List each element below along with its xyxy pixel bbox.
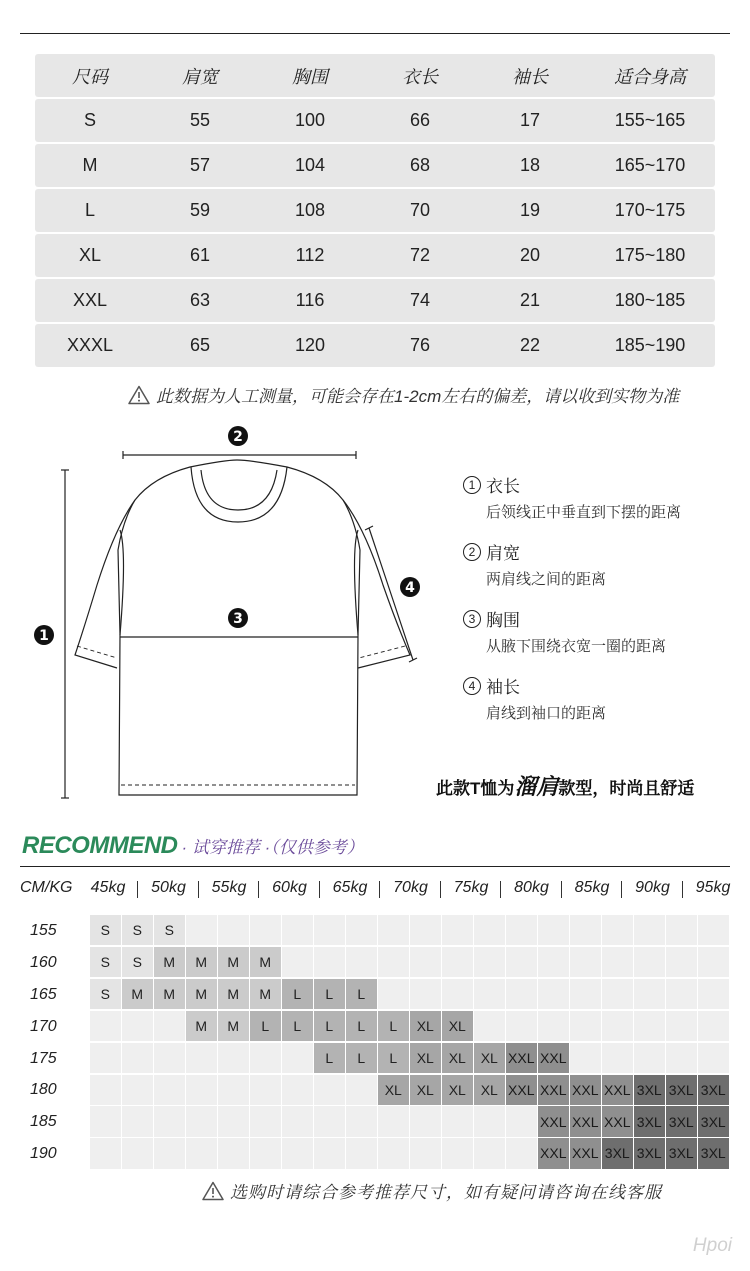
table-cell: 59: [189, 200, 211, 220]
marker-4: [400, 577, 420, 597]
grid-cell: M: [250, 947, 281, 977]
legend-item: [463, 539, 723, 589]
table-cell: 72: [409, 245, 431, 265]
table-cell: 100: [294, 110, 326, 130]
grid-cell: [154, 1138, 185, 1168]
height-label: 155: [30, 922, 57, 939]
grid-cell: [250, 1106, 281, 1136]
size-table: [35, 54, 715, 369]
grid-cell: [442, 915, 473, 945]
grid-cell: L: [378, 1043, 409, 1073]
grid-cell: XL: [442, 1043, 473, 1073]
grid-cell: XXL: [602, 1106, 633, 1136]
grid-cell: [698, 915, 729, 945]
grid-cell: [634, 1011, 665, 1041]
grid-cell: [218, 1043, 249, 1073]
right-sleeve-seam: [355, 530, 359, 635]
grid-cell: [282, 1075, 313, 1105]
legend-title: 胸围: [486, 611, 520, 630]
marker-1: [34, 625, 54, 645]
recommend-header: [22, 832, 364, 860]
table-cell: 70: [409, 200, 431, 220]
table-row: [35, 189, 715, 232]
header-cell: 衣长: [402, 66, 438, 87]
weight-label: 60kg: [272, 879, 307, 896]
grid-cell: M: [250, 979, 281, 1009]
grid-cell: [90, 1043, 121, 1073]
grid-cell: [602, 947, 633, 977]
grid-cell: [218, 1138, 249, 1168]
table-cell: 55: [189, 110, 211, 130]
header-cell: 尺码: [72, 66, 108, 87]
legend-description: 后领线正中垂直到下摆的距离: [486, 504, 682, 521]
grid-cell: [570, 1043, 601, 1073]
grid-cell: [410, 1106, 441, 1136]
grid-cell: [442, 1106, 473, 1136]
table-cell: S: [83, 110, 96, 130]
grid-cell: [666, 1011, 697, 1041]
grid-cell: [410, 947, 441, 977]
brand-watermark: Hpoi: [692, 1235, 732, 1256]
grid-cell: [538, 1011, 569, 1041]
height-label: 185: [30, 1113, 57, 1131]
legend-description: 从腋下围绕衣宽一圈的距离: [486, 638, 667, 655]
grid-cell: 3XL: [698, 1106, 729, 1136]
legend-description: 肩线到袖口的距离: [486, 705, 607, 722]
table-cell: 17: [519, 110, 541, 130]
size-table-header: [35, 54, 715, 97]
grid-cell: [570, 1011, 601, 1041]
grid-cell: [186, 1043, 217, 1073]
table-cell: XL: [78, 245, 102, 265]
grid-cell: [122, 1011, 153, 1041]
grid-cell: XL: [474, 1075, 505, 1105]
table-cell: 175~180: [614, 245, 686, 265]
table-row: [35, 99, 715, 142]
grid-cell: [154, 1043, 185, 1073]
weight-label: 55kg: [211, 879, 247, 896]
grid-cell: [346, 947, 377, 977]
recommend-subtitle: · 试穿推荐 ·（仅供参考）: [181, 838, 364, 857]
grid-cell: [218, 1106, 249, 1136]
table-cell: 63: [189, 290, 211, 310]
grid-cell: [378, 915, 409, 945]
legend-item: [463, 472, 723, 522]
grid-cell: [282, 1106, 313, 1136]
table-cell: XXL: [72, 290, 108, 310]
legend-number: 2: [463, 543, 481, 561]
grid-cell: 3XL: [666, 1138, 697, 1168]
grid-cell: [250, 1138, 281, 1168]
table-cell: 170~175: [614, 200, 686, 220]
grid-cell: [570, 947, 601, 977]
grid-cell: XXL: [602, 1075, 633, 1105]
grid-cell: 3XL: [698, 1138, 729, 1168]
grid-cell: XXL: [570, 1106, 601, 1136]
grid-cell: M: [122, 979, 153, 1009]
recommend-divider: [20, 866, 730, 867]
legend-number: 4: [463, 677, 481, 695]
recommend-title: RECOMMEND: [22, 832, 178, 859]
table-row: [35, 279, 715, 322]
height-label: 165: [30, 985, 57, 1003]
weight-label: 50kg: [151, 879, 186, 896]
grid-cell: [538, 947, 569, 977]
grid-cell: [378, 979, 409, 1009]
grid-cell: [378, 1106, 409, 1136]
grid-cell: [474, 1106, 505, 1136]
grid-cell: [282, 1043, 313, 1073]
table-cell: L: [84, 200, 95, 220]
header-cell: 袖长: [512, 66, 548, 87]
height-label: 180: [30, 1081, 57, 1099]
grid-cell: 3XL: [634, 1138, 665, 1168]
grid-cell: [90, 1011, 121, 1041]
grid-cell: [154, 1011, 185, 1041]
grid-cell: [250, 1043, 281, 1073]
grid-cell: 3XL: [698, 1075, 729, 1105]
header-cell: 胸围: [292, 66, 328, 87]
grid-cell: S: [154, 915, 185, 945]
grid-cell: L: [346, 979, 377, 1009]
grid-cell: [602, 979, 633, 1009]
grid-cell: M: [154, 947, 185, 977]
grid-cell: [506, 947, 537, 977]
grid-cell: [186, 1106, 217, 1136]
grid-cell: [154, 1075, 185, 1105]
top-divider: [20, 33, 730, 34]
fit-note-emphasis: 溜肩: [514, 774, 559, 799]
grid-cell: L: [314, 979, 345, 1009]
weight-label: 85kg: [574, 879, 610, 896]
grid-cell: [442, 947, 473, 977]
header-cell: 适合身高: [614, 66, 686, 87]
grid-cell: XXL: [506, 1075, 537, 1105]
table-cell: 108: [294, 200, 326, 220]
weight-header-row: [20, 879, 732, 901]
grid-cell: L: [250, 1011, 281, 1041]
marker-label: 4: [405, 580, 415, 596]
grid-cell: [538, 915, 569, 945]
grid-cell: [122, 1043, 153, 1073]
table-cell: 19: [519, 200, 541, 220]
grid-cell: XXL: [538, 1138, 569, 1168]
grid-cell: XXL: [570, 1075, 601, 1105]
legend-title: 肩宽: [486, 544, 520, 563]
grid-cell: [666, 1043, 697, 1073]
grid-cell: XL: [442, 1011, 473, 1041]
table-cell: XXXL: [66, 335, 114, 355]
grid-cell: [698, 1043, 729, 1073]
grid-cell: XXL: [570, 1138, 601, 1168]
grid-cell: [666, 979, 697, 1009]
fit-note: [436, 770, 694, 801]
marker-label: 1: [39, 628, 49, 644]
grid-cell: [90, 1106, 121, 1136]
grid-cell: [282, 915, 313, 945]
grid-cell: [90, 1138, 121, 1168]
grid-cell: 3XL: [666, 1075, 697, 1105]
left-sleeve-seam: [120, 530, 124, 635]
marker-label: 3: [233, 611, 243, 627]
grid-cell: [314, 915, 345, 945]
grid-cell: M: [186, 1011, 217, 1041]
grid-cell: [378, 1138, 409, 1168]
right-sleeve: [343, 500, 410, 668]
table-cell: 185~190: [614, 335, 686, 355]
grid-cell: XXL: [506, 1043, 537, 1073]
weight-label: 95kg: [695, 879, 731, 896]
grid-cell: [442, 979, 473, 1009]
grid-cell: [634, 915, 665, 945]
table-cell: 65: [189, 335, 211, 355]
table-cell: 20: [519, 245, 541, 265]
grid-cell: [506, 979, 537, 1009]
grid-cell: L: [282, 1011, 313, 1041]
grid-cell: [634, 1043, 665, 1073]
grid-cell: L: [314, 1043, 345, 1073]
grid-cell: [570, 979, 601, 1009]
table-cell: 74: [409, 290, 431, 310]
height-label: 175: [30, 1049, 57, 1067]
grid-cell: L: [282, 979, 313, 1009]
grid-cell: 3XL: [634, 1106, 665, 1136]
grid-cell: [634, 947, 665, 977]
grid-cell: L: [346, 1011, 377, 1041]
grid-cell: M: [218, 1011, 249, 1041]
grid-cell: XXL: [538, 1043, 569, 1073]
grid-cell: [602, 1011, 633, 1041]
grid-cell: [698, 979, 729, 1009]
grid-cell: [410, 979, 441, 1009]
grid-cell: [666, 947, 697, 977]
grid-cell: [314, 1138, 345, 1168]
grid-cell: S: [90, 979, 121, 1009]
table-cell: 61: [189, 245, 211, 265]
grid-cell: M: [218, 979, 249, 1009]
grid-cell: 3XL: [602, 1138, 633, 1168]
warning-icon: [202, 1181, 224, 1201]
grid-cell: XL: [442, 1075, 473, 1105]
grid-cell: [314, 1106, 345, 1136]
table-cell: 155~165: [614, 110, 686, 130]
grid-cell: [698, 947, 729, 977]
weight-label: 70kg: [393, 879, 428, 896]
grid-cell: L: [346, 1043, 377, 1073]
grid-cell: [186, 915, 217, 945]
table-cell: 68: [409, 155, 431, 175]
header-cell: 肩宽: [182, 66, 218, 87]
marker-2: [228, 426, 248, 446]
grid-cell: [122, 1075, 153, 1105]
grid-cell: S: [90, 947, 121, 977]
grid-cell: S: [122, 947, 153, 977]
grid-cell: [474, 1138, 505, 1168]
grid-cell: [218, 1075, 249, 1105]
grid-cell: XL: [474, 1043, 505, 1073]
grid-cell: 3XL: [666, 1106, 697, 1136]
grid-cell: [122, 1106, 153, 1136]
recommend-grid: [90, 915, 730, 1170]
table-cell: 57: [189, 155, 211, 175]
height-label: 190: [30, 1145, 57, 1163]
table-cell: 120: [294, 335, 326, 355]
measurement-note: [128, 382, 718, 407]
height-label: 170: [30, 1017, 57, 1035]
weight-label: 90kg: [635, 879, 670, 896]
grid-cell: [346, 915, 377, 945]
grid-cell: [602, 915, 633, 945]
height-column: [30, 915, 70, 1170]
grid-cell: [666, 915, 697, 945]
table-cell: 104: [294, 155, 326, 175]
grid-cell: [442, 1138, 473, 1168]
grid-cell: [538, 979, 569, 1009]
legend-item: [463, 606, 723, 656]
measurement-note-text: 此数据为人工测量，可能会存在1-2cm左右的偏差，请以收到实物为准: [156, 387, 680, 406]
grid-cell: [282, 947, 313, 977]
height-label: 160: [30, 953, 57, 971]
grid-cell: [282, 1138, 313, 1168]
grid-cell: [474, 1011, 505, 1041]
table-cell: 180~185: [614, 290, 686, 310]
table-row: [35, 144, 715, 187]
marker-3: [228, 608, 248, 628]
table-cell: 66: [409, 110, 431, 130]
left-sleeve: [75, 500, 135, 668]
legend-number: 1: [463, 476, 481, 494]
grid-cell: [506, 1138, 537, 1168]
warning-icon: [128, 385, 150, 405]
grid-cell: [506, 1106, 537, 1136]
weight-label: 45kg: [90, 879, 126, 896]
purchase-note-text: 选购时请综合参考推荐尺寸，如有疑问请咨询在线客服: [230, 1183, 662, 1202]
grid-cell: [698, 1011, 729, 1041]
table-cell: 18: [519, 155, 541, 175]
grid-cell: [602, 1043, 633, 1073]
grid-cell: [410, 915, 441, 945]
grid-cell: L: [378, 1011, 409, 1041]
weight-label: 80kg: [514, 879, 549, 896]
grid-cell: S: [122, 915, 153, 945]
grid-cell: M: [154, 979, 185, 1009]
table-cell: 165~170: [614, 155, 686, 175]
grid-cell: [250, 915, 281, 945]
grid-cell: 3XL: [634, 1075, 665, 1105]
grid-cell: [218, 915, 249, 945]
grid-cell: [410, 1138, 441, 1168]
marker-label: 2: [233, 429, 243, 445]
table-row: [35, 234, 715, 277]
corner-label: CM/KG: [20, 879, 73, 896]
legend-item: [463, 673, 723, 723]
table-cell: 22: [519, 335, 541, 355]
table-cell: 112: [295, 245, 325, 265]
table-cell: 116: [295, 290, 325, 310]
grid-cell: [378, 947, 409, 977]
tshirt-diagram: [25, 420, 425, 805]
grid-cell: [186, 1075, 217, 1105]
grid-cell: [474, 915, 505, 945]
grid-cell: M: [186, 979, 217, 1009]
measurement-legend: [463, 472, 723, 740]
table-cell: 21: [519, 290, 541, 310]
grid-cell: M: [218, 947, 249, 977]
legend-description: 两肩线之间的距离: [486, 571, 607, 588]
grid-cell: [314, 947, 345, 977]
grid-cell: [346, 1106, 377, 1136]
fit-note-prefix: 此款T恤为: [436, 779, 515, 798]
grid-cell: [314, 1075, 345, 1105]
purchase-note: [202, 1178, 662, 1203]
tshirt-collar-outer: [191, 467, 287, 522]
grid-cell: [122, 1138, 153, 1168]
grid-cell: XL: [410, 1043, 441, 1073]
grid-cell: S: [90, 915, 121, 945]
weight-label: 75kg: [453, 879, 489, 896]
table-cell: M: [82, 155, 98, 175]
grid-cell: XL: [378, 1075, 409, 1105]
grid-cell: XXL: [538, 1106, 569, 1136]
grid-cell: XXL: [538, 1075, 569, 1105]
grid-cell: [474, 947, 505, 977]
grid-cell: [154, 1106, 185, 1136]
grid-cell: [506, 915, 537, 945]
table-cell: 76: [409, 335, 431, 355]
table-row: [35, 324, 715, 367]
grid-cell: [186, 1138, 217, 1168]
grid-cell: [474, 979, 505, 1009]
fit-note-suffix: 款型，时尚且舒适: [558, 779, 695, 798]
grid-cell: [506, 1011, 537, 1041]
grid-cell: [90, 1075, 121, 1105]
grid-cell: [346, 1138, 377, 1168]
grid-cell: L: [314, 1011, 345, 1041]
grid-cell: [570, 915, 601, 945]
grid-cell: [250, 1075, 281, 1105]
weight-label: 65kg: [332, 879, 368, 896]
legend-title: 袖长: [486, 678, 520, 697]
legend-title: 衣长: [486, 477, 520, 496]
grid-cell: XL: [410, 1011, 441, 1041]
tshirt-collar-inner: [201, 470, 277, 510]
grid-cell: M: [186, 947, 217, 977]
grid-cell: XL: [410, 1075, 441, 1105]
grid-cell: [346, 1075, 377, 1105]
legend-number: 3: [463, 610, 481, 628]
grid-cell: [634, 979, 665, 1009]
